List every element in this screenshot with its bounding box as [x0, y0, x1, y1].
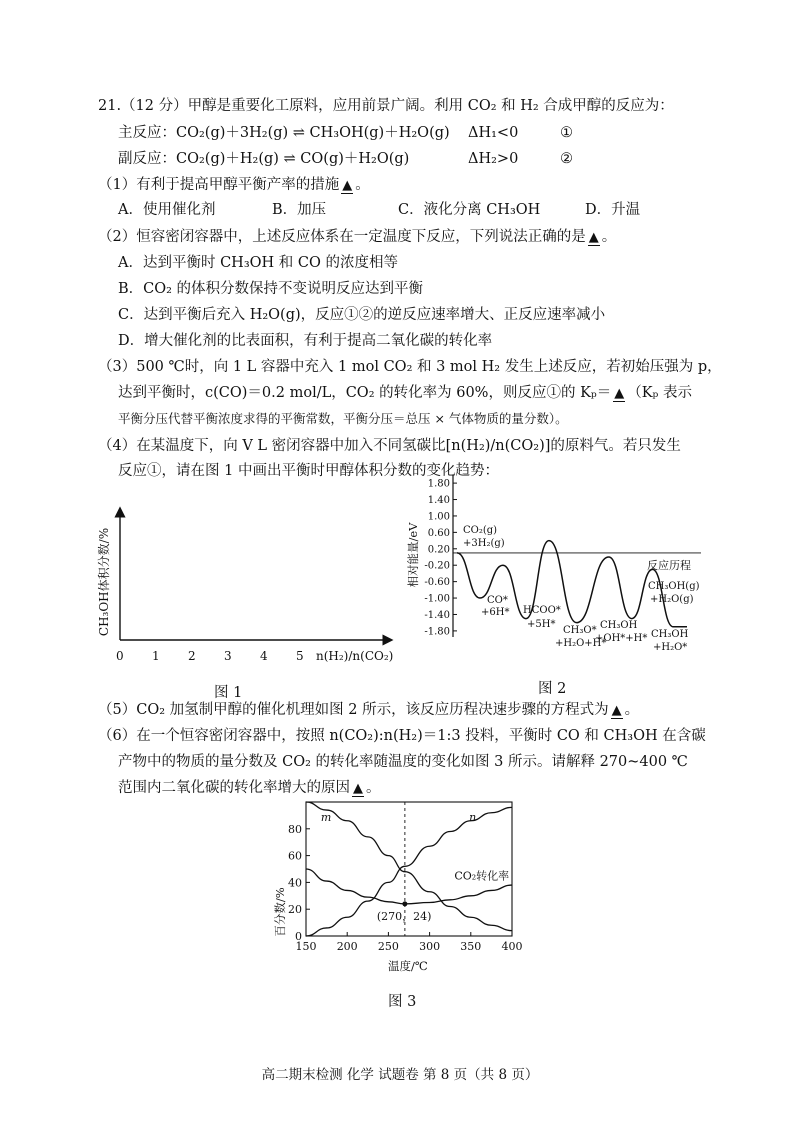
fig3-y-tick-label: 80 [288, 822, 302, 836]
answer-blank[interactable]: ▲ [342, 178, 353, 193]
main-reaction-label: 主反应： [118, 125, 176, 141]
figure2-caption: 图 2 [538, 681, 567, 697]
fig3-x-tick-label: 150 [295, 940, 317, 953]
side-reaction-dh: ΔH₂>0 [468, 151, 519, 167]
part1-stem: （1）有利于提高甲醇平衡产率的措施 ▲ 。 [98, 177, 370, 193]
main-reaction-equation: CO₂(g)＋3H₂(g) ⇌ CH₃OH(g)＋H₂O(g) [176, 125, 450, 141]
side-reaction-num: ② [560, 151, 573, 167]
fig2-label-h2o-g: +H₂O(g) [650, 594, 694, 605]
fig2-y-tick-label: 0.60 [427, 527, 450, 539]
fig3-marked-point [402, 901, 407, 906]
fig2-label-h2o-h: +H₂O+H* [555, 638, 607, 649]
fig2-y-tick-label: -1.00 [424, 593, 450, 605]
part4-line2: 反应①，请在图 1 中画出平衡时甲醇体积分数的变化趋势： [118, 463, 499, 479]
part2-option-d: D．增大催化剂的比表面积，有利于提高二氧化碳的转化率 [118, 333, 493, 349]
fig2-label-5h: +5H* [527, 619, 556, 630]
fig1-x-tick-label: 1 [152, 649, 160, 663]
fig3-x-tick-label: 300 [419, 940, 441, 953]
fig2-label-ch3o: CH₃O* [563, 625, 597, 636]
figure2-chart [405, 465, 710, 675]
figure3-chart [270, 800, 540, 985]
part4-line1: （4）在某温度下，向 V L 密闭容器中加入不同氢碳比[n(H₂)/n(CO₂)]的原料气。若只发生 [98, 438, 681, 454]
figure3-caption: 图 3 [388, 994, 417, 1010]
fig3-x-label: 温度/℃ [388, 959, 428, 973]
fig3-point-label: (270，24) [376, 909, 432, 923]
part6-line1: （6）在一个恒容密闭容器中，按照 n(CO₂):n(H₂)＝1:3 投料，平衡时 CO 和 CH₃OH 在含碳 [98, 728, 706, 744]
fig2-label-co2: CO₂(g) [463, 525, 498, 536]
fig2-y-tick-label: -1.40 [424, 609, 450, 621]
fig2-label-3h2: +3H₂(g) [463, 538, 505, 549]
page-footer: 高二期末检测 化学 试题卷 第 8 页（共 8 页） [261, 1067, 539, 1083]
fig2-y-tick-label: 0.20 [427, 544, 450, 556]
fig3-y-label: 百分数/% [273, 887, 287, 937]
answer-blank[interactable]: ▲ [588, 230, 599, 245]
fig2-label-ch3oh-ads: CH₃OH [651, 629, 689, 640]
part6-line3: 范围内二氧化碳的转化率增大的原因 ▲ 。 [118, 780, 381, 796]
side-reaction-label: 副反应： [118, 151, 176, 167]
part1-option-b: B．加压 [272, 202, 327, 218]
fig3-x-tick-label: 200 [336, 940, 358, 953]
fig3-series-label: CO₂转化率 [454, 869, 510, 883]
part1-option-a: A．使用催化剂 [118, 202, 216, 218]
question-header: 21.（12 分）甲醇是重要化工原料，应用前景广阔。利用 CO₂ 和 H₂ 合成甲醇的反应为： [98, 98, 674, 114]
fig2-legend-path: 反应历程 [647, 559, 691, 572]
fig3-x-tick-label: 250 [377, 940, 399, 953]
fig2-label-6h: +6H* [481, 607, 510, 618]
part6-line2: 产物中的物质的量分数及 CO₂ 的转化率随温度的变化如图 3 所示。请解释 270~400 ℃ [118, 754, 688, 770]
part2-option-b: B．CO₂ 的体积分数保持不变说明反应达到平衡 [118, 281, 424, 297]
fig3-y-tick-label: 40 [288, 876, 302, 890]
part1-option-c: C．液化分离 CH₃OH [398, 202, 541, 218]
part3-line3: 平衡分压代替平衡浓度求得的平衡常数，平衡分压＝总压 × 气体物质的量分数）。 [118, 411, 568, 426]
fig1-x-tick-label: 4 [260, 649, 268, 663]
part2-option-a: A．达到平衡时 CH₃OH 和 CO 的浓度相等 [118, 255, 398, 271]
fig3-y-tick-label: 0 [295, 930, 302, 943]
fig1-x-tick-label: 3 [224, 649, 232, 663]
main-reaction-dh: ΔH₁<0 [468, 125, 519, 141]
fig1-x-tick-label: 5 [296, 649, 304, 663]
answer-blank[interactable]: ▲ [353, 781, 363, 796]
fig3-x-tick-label: 350 [460, 940, 482, 953]
fig3-y-tick-label: 20 [288, 903, 302, 917]
fig2-label-ch3oh: CH₃OH [600, 620, 638, 631]
fig2-y-tick-label: -0.20 [424, 560, 450, 572]
fig2-label-h2o-ads: +H₂O* [653, 642, 688, 653]
fig2-label-oh-h: +OH*+H* [595, 633, 648, 644]
fig2-y-tick-label: 1.80 [427, 478, 450, 490]
part3-line2: 达到平衡时，c(CO)＝0.2 mol/L，CO₂ 的转化率为 60%，则反应①的 Kₚ＝ ▲ （Kₚ 表示 [118, 385, 692, 401]
figure1-chart [88, 490, 408, 680]
fig3-series-label: n [469, 810, 477, 824]
fig2-y-tick-label: -0.60 [424, 577, 450, 589]
fig3-x-tick-label: 400 [501, 940, 523, 953]
part3-line1: （3）500 ℃时，向 1 L 容器中充入 1 mol CO₂ 和 3 mol H₂ 发生上述反应，若初始压强为 p， [98, 359, 722, 375]
fig1-x-label: n(H₂)/n(CO₂) [316, 649, 394, 663]
part5-stem: （5）CO₂ 加氢制甲醇的催化机理如图 2 所示，该反应历程决速步骤的方程式为 ▲ 。 [98, 702, 640, 718]
fig2-y-tick-label: 1.00 [427, 511, 450, 523]
fig2-label-hcoo: HCOO* [523, 605, 561, 616]
answer-blank[interactable]: ▲ [611, 703, 622, 718]
figure1-caption: 图 1 [214, 685, 243, 701]
fig2-label-co: CO* [487, 595, 508, 606]
fig1-x-tick-label: 2 [188, 649, 196, 663]
fig2-label-ch3oh-g: CH₃OH(g) [648, 581, 700, 592]
fig3-series-label: m [320, 810, 332, 824]
fig1-x-tick-label: 0 [116, 649, 124, 663]
answer-blank[interactable]: ▲ [614, 386, 625, 401]
part2-option-c: C．达到平衡后充入 H₂O(g)，反应①②的逆反应速率增大、正反应速率减小 [118, 307, 606, 323]
fig2-y-tick-label: -1.80 [424, 626, 450, 638]
fig2-y-label: 相对能量/eV [406, 522, 420, 588]
part1-option-d: D．升温 [585, 202, 641, 218]
fig1-y-label: CH₃OH体积分数/% [97, 527, 111, 637]
main-reaction-num: ① [560, 125, 573, 141]
fig3-y-tick-label: 60 [288, 849, 302, 863]
side-reaction-equation: CO₂(g)＋H₂(g) ⇌ CO(g)＋H₂O(g) [176, 151, 410, 167]
part2-stem: （2）恒容密闭容器中，上述反应体系在一定温度下反应，下列说法正确的是 ▲ 。 [98, 229, 617, 245]
fig2-y-tick-label: 1.40 [427, 495, 450, 507]
